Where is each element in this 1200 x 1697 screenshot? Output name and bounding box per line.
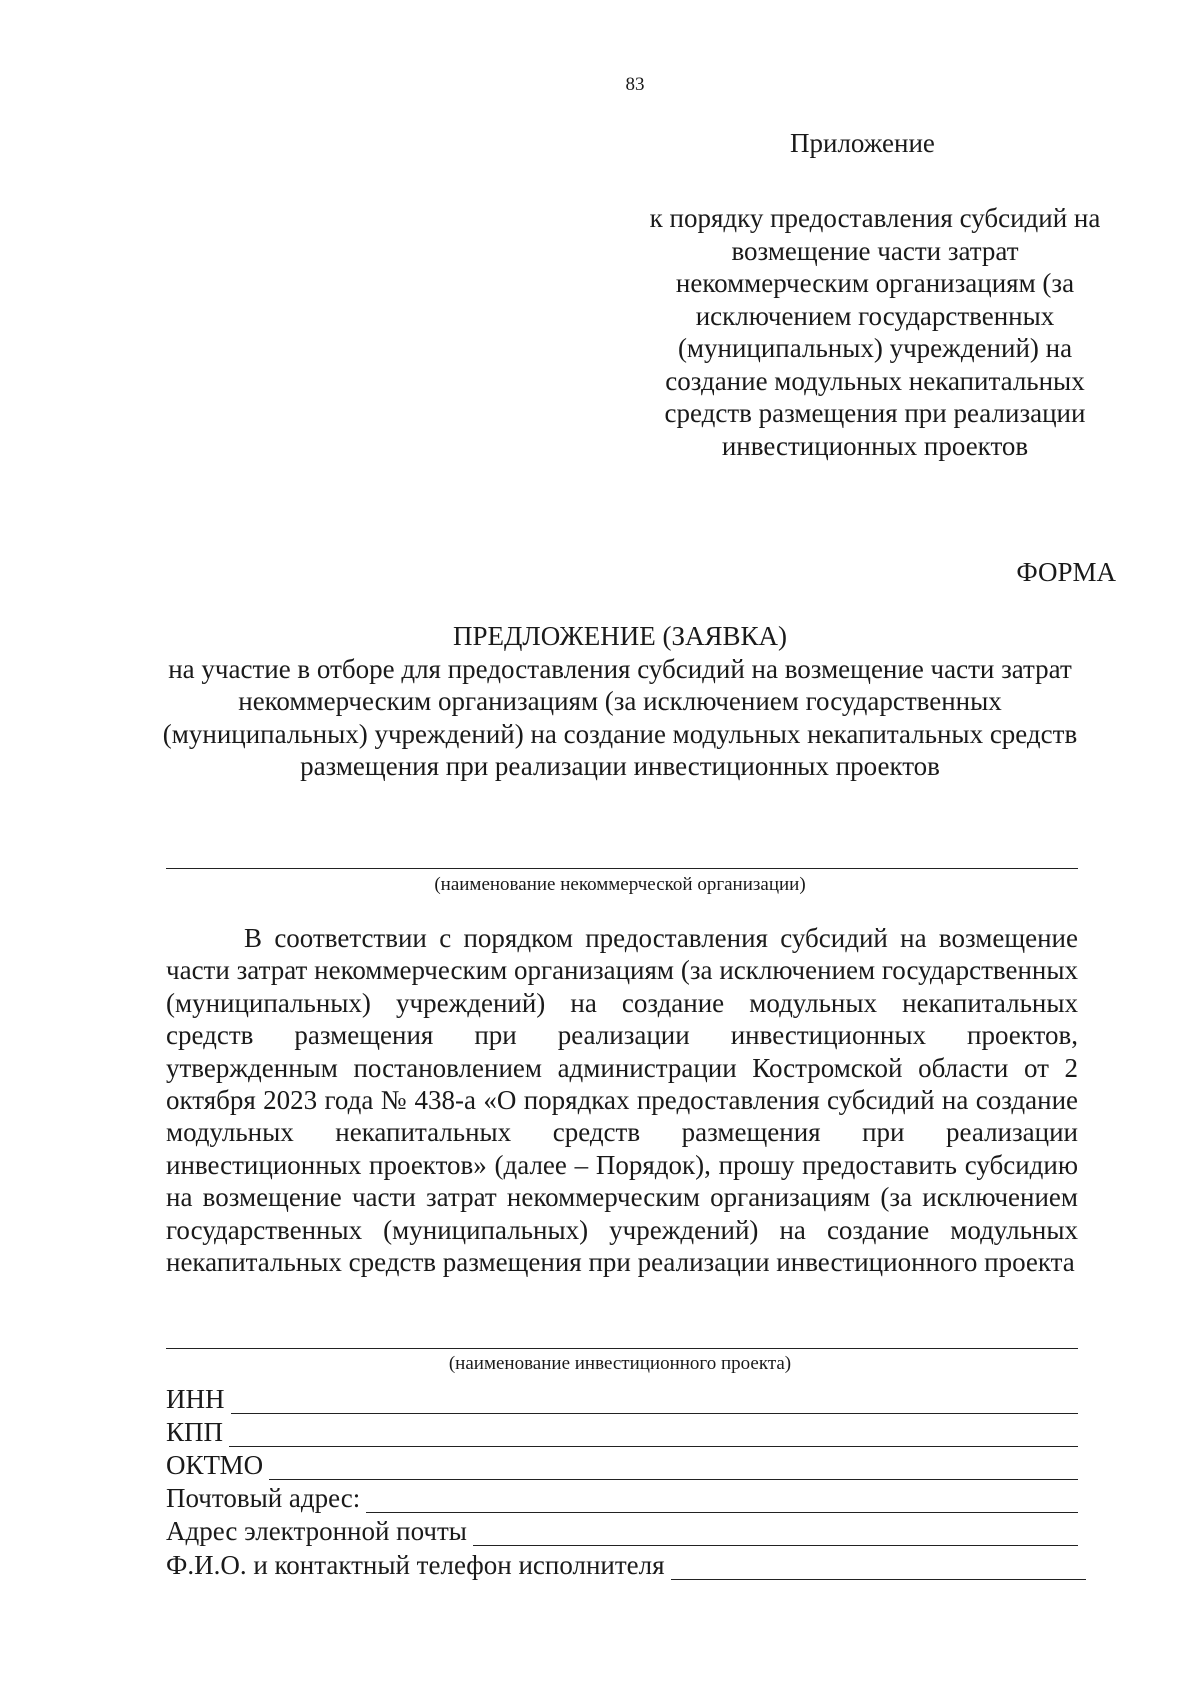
postal-address-field xyxy=(166,1479,1078,1513)
email-input-line[interactable] xyxy=(473,1519,1078,1546)
appendix-description: к порядку предоставления субсидий на возмещение части затрат некоммерческим организациям (за исключением государственных (муниципальных) учреждений) на создание модульных некапитальных средств размещения при реализации инвестиционных проектов xyxy=(649,203,1101,461)
oktmo-field xyxy=(166,1446,1078,1480)
request-body-text: В соответствии с порядком предоставления субсидий на возмещение части затрат некоммерческим организациям (за исключением государственных (муниципальных) учреждений) на создание модульных некапитальных средств размещения при реализации инвестиционных проектов, утвержденным постановлением администрации Костромской области от 2 октября 2023 года № 438-а «О порядках предоставления субсидий на создание модульных некапитальных средств размещения при реализации инвестиционных проектов» (далее – Порядок), прошу предоставить субсидию на возмещение части затрат некоммерческим организациям (за исключением государственных (муниципальных) учреждений) на создание модульных некапитальных средств размещения при реализации инвестиционного проекта xyxy=(166,923,1078,1278)
oktmo-input-line[interactable] xyxy=(269,1453,1078,1480)
contact-label: Ф.И.О. и контактный телефон исполнителя xyxy=(166,1550,665,1580)
kpp-field xyxy=(166,1413,1078,1447)
email-field xyxy=(166,1512,1078,1546)
org-name-line[interactable] xyxy=(166,868,1078,869)
document-subtitle: на участие в отборе для предоставления субсидий на возмещение части затрат некоммерческим организациям (за исключением государственных (муниципальных) учреждений) на создание модульных некапитальных средств размещения при реализации инвестиционных проектов xyxy=(162,653,1078,781)
project-name-caption: (наименование инвестиционного проекта) xyxy=(448,1353,792,1374)
email-label: Адрес электронной почты xyxy=(166,1516,467,1546)
contact-field xyxy=(166,1546,1086,1580)
document-heading xyxy=(160,620,1080,783)
appendix-title: Приложение xyxy=(790,128,935,158)
kpp-input-line[interactable] xyxy=(229,1420,1078,1447)
inn-label: ИНН xyxy=(166,1384,225,1414)
inn-field xyxy=(166,1380,1078,1414)
org-name-caption: (наименование некоммерческой организации) xyxy=(434,874,806,895)
contact-input-line[interactable] xyxy=(671,1553,1086,1580)
project-name-line[interactable] xyxy=(166,1348,1078,1349)
form-label: ФОРМА xyxy=(1016,557,1116,587)
document-title: ПРЕДЛОЖЕНИЕ (ЗАЯВКА) xyxy=(452,621,788,651)
inn-input-line[interactable] xyxy=(231,1387,1079,1414)
oktmo-label: ОКТМО xyxy=(166,1450,264,1480)
postal-address-label: Почтовый адрес: xyxy=(166,1483,361,1513)
page-number: 83 xyxy=(625,74,645,95)
postal-address-input-line[interactable] xyxy=(366,1486,1078,1513)
kpp-label: КПП xyxy=(166,1417,224,1447)
